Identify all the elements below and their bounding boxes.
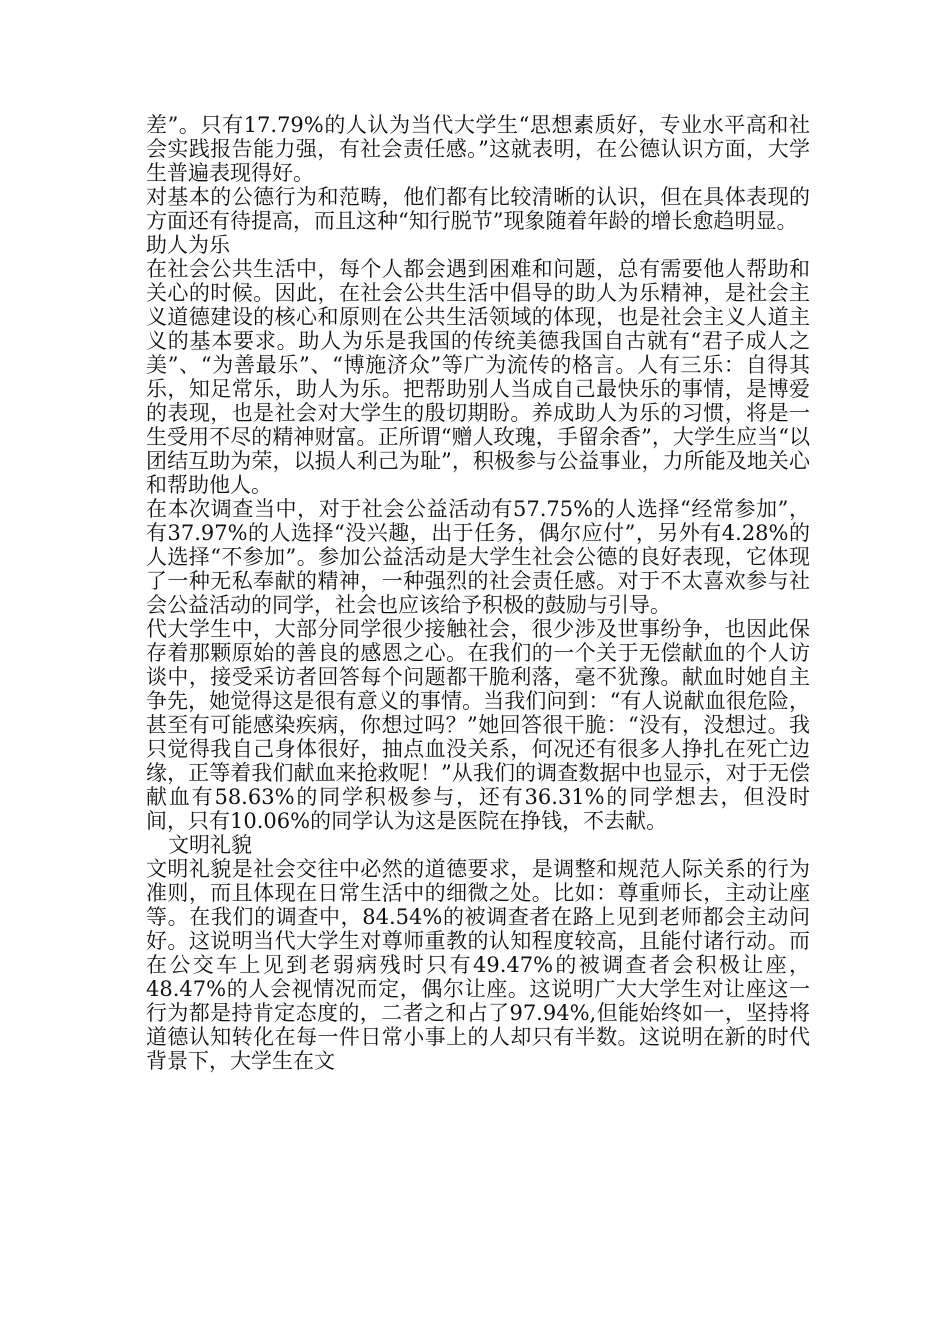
paragraph-public-welfare-survey: 在本次调查当中，对于社会公益活动有57.75%的人选择“经常参加”，有37.97%的人选择“没兴趣，出于任务，偶尔应付”，另外有4.28%的人选择“不参加”。参加公益活动是大学生社会公德的良好表现，它体现了一种无私奉献的精神，一种强烈的社会责任感。对于不太喜欢参与社会公益活动的同学，社会也应该给予积极的鼓励与引导。 [146, 497, 810, 617]
paragraph-blood-donation: 代大学生中，大部分同学很少接触社会，很少涉及世事纷争，也因此保存着那颗原始的善良的感恩之心。在我们的一个关于无偿献血的个人访谈中，接受采访者回答每个问题都干脆利落，毫不犹豫。献血时她自主争先，她觉得这是很有意义的事情。当我们问到：“有人说献血很危险，甚至有可能感染疾病，你想过吗？”她回答很干脆：“没有，没想过。我只觉得我自己身体很好，抽点血没关系，何况还有很多人挣扎在死亡边缘，正等着我们献血来抢救呢！”从我们的调查数据中也显示，对于无偿献血有58.63%的同学积极参与，还有36.31%的同学想去，但没时间，只有10.06%的同学认为这是医院在挣钱，不去献。 [146, 617, 810, 833]
document-body [146, 113, 810, 1073]
paragraph-public-morality-awareness: 差”。只有17.79%的人认为当代大学生“思想素质好，专业水平高和社会实践报告能力强，有社会责任感。”这就表明，在公德认识方面，大学生普遍表现得好。 [146, 113, 810, 185]
section-heading-helping-others: 助人为乐 [146, 233, 230, 257]
paragraph-civility-survey: 文明礼貌是社会交往中必然的道德要求，是调整和规范人际关系的行为准则，而且体现在日常生活中的细微之处。比如：尊重师长，主动让座等。在我们的调查中，84.54%的被调查者在路上见到老师都会主动问好。这说明当代大学生对尊师重教的认知程度较高，且能付诸行动。而在公交车上见到老弱病残时只有49.47%的被调查者会积极让座，48.47%的人会视情况而定，偶尔让座。这说明广大大学生对让座这一行为都是持肯定态度的，二者之和占了97.94%,但能始终如一，坚持将道德认知转化在每一件日常小事上的人却只有半数。这说明在新的时代背景下，大学生在文 [146, 857, 810, 1073]
section-heading-civility: 文明礼貌 [168, 833, 252, 857]
paragraph-helping-others-intro: 在社会公共生活中，每个人都会遇到困难和问题，总有需要他人帮助和关心的时候。因此，在社会公共生活中倡导的助人为乐精神，是社会主义道德建设的核心和原则在公共生活领域的体现，也是社会主义人道主义的基本要求。助人为乐是我国的传统美德我国自古就有“君子成人之美”、“为善最乐”、“博施济众”等广为流传的格言。人有三乐：自得其乐，知足常乐，助人为乐。把帮助别人当成自己最快乐的事情，是博爱的表现，也是社会对大学生的殷切期盼。养成助人为乐的习惯，将是一生受用不尽的精神财富。正所谓“赠人玫瑰，手留余香”，大学生应当“以团结互助为荣，以损人利己为耻”，积极参与公益事业，力所能及地关心和帮助他人。 [146, 257, 810, 497]
paragraph-knowing-doing-gap: 对基本的公德行为和范畴，他们都有比较清晰的认识，但在具体表现的方面还有待提高，而且这种“知行脱节”现象随着年龄的增长愈趋明显。 [146, 185, 810, 233]
